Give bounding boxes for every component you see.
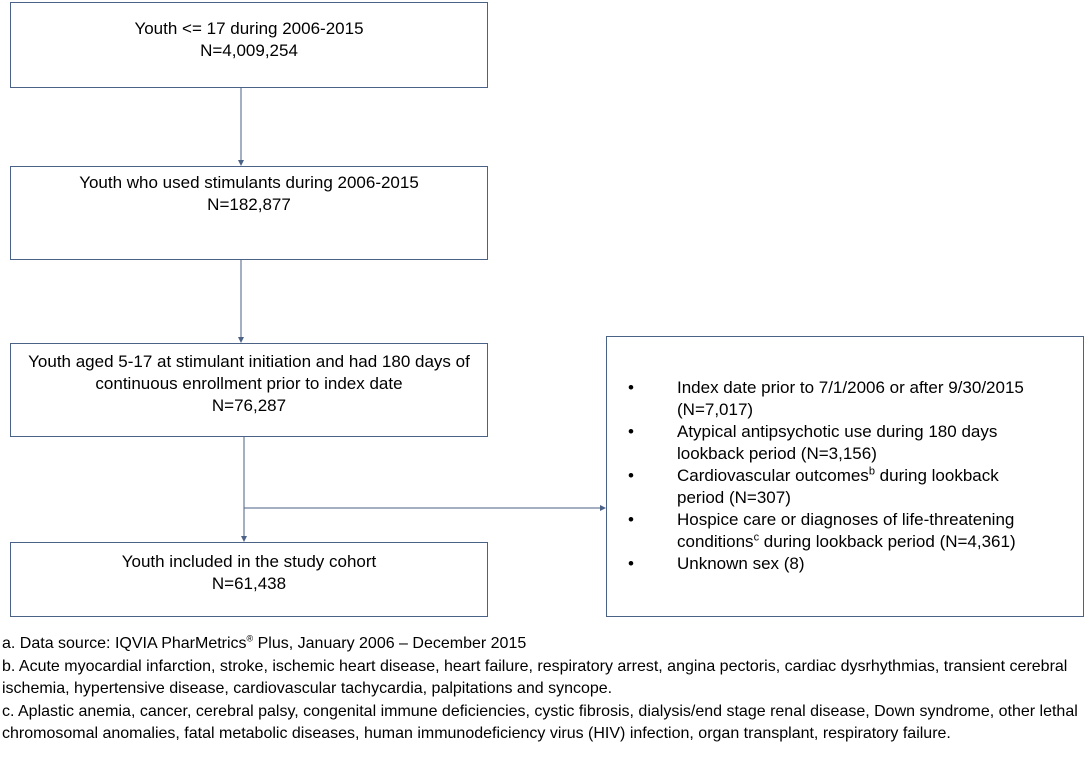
footnote-ref-c: c xyxy=(753,531,760,544)
box-exclusions xyxy=(606,336,1084,617)
box-eligible-youth-line1: Youth aged 5-17 at stimulant initiation and had 180 days of xyxy=(28,352,470,371)
bullet-icon: • xyxy=(628,554,634,573)
exclusion-item-antipsychotic: • Atypical antipsychotic use during 180 days lookback period (N=3,156) xyxy=(628,422,998,463)
box-study-cohort-title: Youth included in the study cohort xyxy=(121,552,377,571)
exclusion-item-index-date: • Index date prior to 7/1/2006 or after 9/30/2015 (N=7,017) xyxy=(628,378,1024,419)
exclusion-list xyxy=(607,377,1071,575)
box-all-youth xyxy=(10,2,488,88)
exclusion-item-cardiovascular: • Cardiovascular outcomes$^b$ during lookback period (N=307) xyxy=(628,465,999,507)
exclusion-item-unknown-sex: • Unknown sex (8) xyxy=(628,554,805,573)
registered-mark: ® xyxy=(246,633,254,644)
box-study-cohort-count: N=61,438 xyxy=(211,574,287,593)
box-all-youth-title: Youth <= 17 during 2006-2015 xyxy=(134,19,364,38)
footnotes xyxy=(2,633,1082,746)
box-eligible-youth-line2: continuous enrollment prior to index date xyxy=(95,374,403,393)
footnote-b: b. Acute myocardial infarction, stroke, ischemic heart disease, heart failure, respiratory arrest, angina pectoris, cardiac dysrhythmias, transient cerebral ischemia, hypertensive disease, cardiovascular tachycardia, palpitations and syncope. xyxy=(2,657,1068,697)
bullet-icon: • xyxy=(628,422,634,441)
box-stimulant-users-title: Youth who used stimulants during 2006-2015 xyxy=(79,173,419,192)
exclusion-item-hospice: • Hospice care or diagnoses of life-threatening conditions$^c$ during lookback period (N=4,361) xyxy=(628,510,1016,551)
bullet-icon: • xyxy=(628,378,634,397)
box-all-youth-count: N=4,009,254 xyxy=(200,41,298,60)
box-eligible-youth xyxy=(10,343,488,437)
box-eligible-youth-count: N=76,287 xyxy=(211,396,287,415)
box-study-cohort xyxy=(10,542,488,617)
footnote-c: c. Aplastic anemia, cancer, cerebral palsy, congenital immune deficiencies, cystic fibrosis, dialysis/end stage renal disease, Down syndrome, other lethal chromosomal anomalies, fatal metabolic diseases, human immunodeficiency virus (HIV) infection, organ transplant, respiratory failure. xyxy=(2,702,1078,742)
footnote-ref-b: b xyxy=(868,465,875,478)
bullet-icon: • xyxy=(628,510,634,529)
box-stimulant-users-count: N=182,877 xyxy=(207,195,291,214)
footnote-a: a. Data source: IQVIA PharMetrics® Plus, January 2006 – December 2015 xyxy=(2,633,527,652)
box-stimulant-users xyxy=(10,166,488,260)
bullet-icon: • xyxy=(628,466,634,485)
